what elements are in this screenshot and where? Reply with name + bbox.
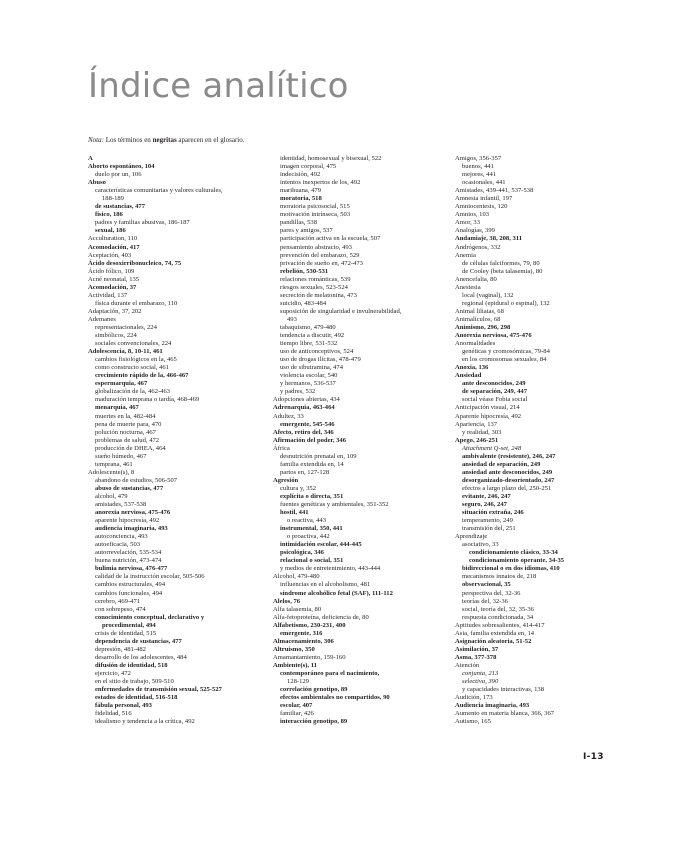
index-entry: Aptitudes sobresalientes, 414-417 <box>455 621 545 629</box>
index-entry: Adopciones abiertas, 434 <box>273 396 340 404</box>
index-entry: Acné neonatal, 135 <box>88 275 140 283</box>
index-entry: abuso de sustancias, 477 <box>95 484 164 492</box>
index-entry: secreción de melatonina, 473 <box>280 291 357 299</box>
index-entry: emergente, 316 <box>280 629 323 637</box>
index-entry: conocimiento conceptual, declarativo y <box>95 613 205 621</box>
index-entry: Adaptación, 37, 202 <box>88 307 142 315</box>
index-entry: muertes en la, 482-484 <box>95 412 156 420</box>
index-entry: crisis de identidad, 515 <box>95 629 157 637</box>
index-entry: Alfabetismo, 230-231, 400 <box>273 621 346 629</box>
index-entry: desarrollo de los adolescentes, 484 <box>95 653 187 661</box>
index-entry: Anticipación visual, 214 <box>455 404 520 412</box>
index-entry: Asignación aleatoria, 51-52 <box>455 637 532 645</box>
index-entry: duelo por un, 106 <box>95 171 142 179</box>
index-entry: desnutrición prenatal en, 109 <box>280 452 357 460</box>
index-entry: influencias en el alcoholismo, 481 <box>280 581 371 589</box>
index-entry: explícita o directa, 351 <box>280 492 344 500</box>
index-column-3 <box>455 155 633 726</box>
index-entry: cerebro, 469-471 <box>95 597 141 605</box>
index-entry: interacción genotipo, 89 <box>280 718 348 726</box>
index-entry: bidireccional o en dos idiomas, 410 <box>462 565 560 573</box>
index-entry: 128-129 <box>287 678 309 686</box>
index-entry: social véase Fobia social <box>462 396 528 404</box>
index-entry: Ácido desoxirribonucleico, 74, 75 <box>88 259 182 267</box>
index-entry: con sobrepeso, 474 <box>95 605 146 613</box>
index-entry: problemas de salud, 472 <box>95 436 160 444</box>
index-entry: Audición, 173 <box>455 694 493 702</box>
index-entry: Aprendizaje <box>455 533 488 541</box>
index-entry: autorrevelación, 535-534 <box>95 549 162 557</box>
index-entry: rebelión, 530-531 <box>280 267 329 275</box>
index-entry: Acculturation, 110 <box>88 235 138 243</box>
index-entry: pena de muerte para, 470 <box>95 420 162 428</box>
index-entry: Acomodación, 417 <box>88 243 140 251</box>
index-entry: social, teoría del, 32, 35-36 <box>462 605 534 613</box>
index-column-1 <box>88 155 266 726</box>
index-entry: buenos, 441 <box>462 163 494 171</box>
index-entry: moratoria, 518 <box>280 195 322 203</box>
index-entry: situación extraña, 246 <box>462 509 524 517</box>
index-entry: Amamantamiento, 159-160 <box>273 653 346 661</box>
index-entry: suposición de singularidad e invulnerabilidad, <box>280 307 402 315</box>
index-entry: de células falciformes, 79, 80 <box>462 259 540 267</box>
index-entry: relaciones románticas, 539 <box>280 275 351 283</box>
index-entry: Abuso <box>88 179 106 187</box>
index-entry: anorexia nerviosa, 475-476 <box>95 509 171 517</box>
index-entry: pares y amigos, 537 <box>280 227 333 235</box>
index-entry: Adrenarquia, 463-464 <box>273 404 335 412</box>
index-letter-heading: A <box>88 155 93 162</box>
index-entry: Anorexia nerviosa, 475-476 <box>455 332 532 340</box>
index-entry: Alfa-fetoproteína, deficiencia de, 80 <box>273 613 369 621</box>
index-entry: pensamiento abstracto, 493 <box>280 243 352 251</box>
index-entry: suicidio, 483-484 <box>280 299 327 307</box>
index-entry: amistades, 537-538 <box>95 501 147 509</box>
index-entry: Asma, 377-378 <box>455 653 497 661</box>
index-entry: respuesta condicionada, 34 <box>462 613 534 621</box>
index-entry: depresión, 481-482 <box>95 645 146 653</box>
index-entry: Attachment Q-set, 248 <box>462 444 522 452</box>
index-entry: Anencefalia, 80 <box>455 275 497 283</box>
index-entry: Amnesia infantil, 197 <box>455 195 513 203</box>
index-entry: padres y familias abusivas, 186-187 <box>95 219 190 227</box>
index-entry: psicológica, 346 <box>280 549 324 557</box>
index-entry: como constructo social, 461 <box>95 364 169 372</box>
index-entry: 188-189 <box>102 195 124 203</box>
index-entry: uso de drogas ilícitas, 478-479 <box>280 356 361 364</box>
index-entry: transmisión del, 251 <box>462 525 516 533</box>
index-entry: mecanismos innatos de, 218 <box>462 573 537 581</box>
note-text-after: aparecen en el glosario. <box>176 136 245 144</box>
index-entry: cultura y, 352 <box>280 484 317 492</box>
index-entry: participación activa en la escuela, 507 <box>280 235 381 243</box>
index-entry: en los cromosomas sexuales, 84 <box>462 356 547 364</box>
index-entry: simbólicos, 224 <box>95 332 137 340</box>
index-entry: selectiva, 390 <box>462 678 499 686</box>
index-entry: uso de sibutramina, 474 <box>280 364 343 372</box>
index-entry: fuentes genéticas y ambientales, 351-352 <box>280 501 389 509</box>
index-entry: fidelidad, 516 <box>95 710 132 718</box>
index-entry: genéticas y cromosómicas, 79-84 <box>462 348 550 356</box>
index-entry: local (vaginal), 132 <box>462 291 514 299</box>
index-entry: familia extendida en, 14 <box>280 460 344 468</box>
index-entry: Aumento en materia blanca, 366, 367 <box>455 710 555 718</box>
index-entry: abandono de estudios, 506-507 <box>95 476 178 484</box>
index-entry: partos en, 127-128 <box>280 468 330 476</box>
index-entry: ansiedad ante desconocidos, 249 <box>462 468 553 476</box>
index-entry: síndrome alcohólico fetal (SAF), 111-112 <box>280 589 393 597</box>
index-entry: aparente hipocresía, 492 <box>95 517 160 525</box>
index-entry: 493 <box>287 315 297 323</box>
index-entry: contemporáneo para el nacimiento, <box>280 670 380 677</box>
index-entry: intimidación escolar, 444-445 <box>280 541 362 549</box>
index-entry: Adultez, 33 <box>273 412 304 420</box>
index-entry: Andrógenos, 332 <box>455 243 501 251</box>
index-entry: Aceptación, 403 <box>88 251 132 259</box>
index-entry: mejores, 441 <box>462 171 497 179</box>
index-entry: en el sitio de trabajo, 509-510 <box>95 678 174 686</box>
index-entry: alcohol, 479 <box>95 492 128 500</box>
index-entry: características comunitarias y valores culturales, <box>95 187 223 195</box>
index-entry: Analogías, 399 <box>455 227 495 235</box>
index-entry: efectos ambientales no compartidos, 90 <box>280 694 390 702</box>
index-entry: enfermedades de transmisión sexual, 525-527 <box>95 686 222 694</box>
index-entry: o proactiva, 442 <box>287 533 330 541</box>
index-entry: Ademanes <box>88 315 116 323</box>
index-entry: Actividad, 137 <box>88 291 128 299</box>
index-entry: audiencia imaginaria, 493 <box>95 525 168 533</box>
index-entry: condicionamiento clásico, 33-34 <box>469 549 558 557</box>
index-entry: físico, 186 <box>95 211 123 219</box>
index-entry: crecimiento rápido de la, 466-467 <box>95 372 189 380</box>
index-entry: o reactiva, 443 <box>287 517 326 525</box>
index-entry: Amniocentesis, 120 <box>455 203 508 211</box>
index-entry: sociales convencionales, 224 <box>95 340 172 348</box>
index-entry: ocasionales, 441 <box>462 179 506 187</box>
index-column-2 <box>273 155 451 726</box>
index-entry: riesgos sexuales, 523-524 <box>280 283 348 291</box>
index-entry: condicionamiento operante, 34-35 <box>469 557 565 565</box>
index-entry: prevención del embarazo, 529 <box>280 251 360 259</box>
index-entry: pandillas, 538 <box>280 219 317 227</box>
index-entry: Ansiedad <box>455 372 482 380</box>
index-entry: emergente, 545-546 <box>280 420 335 428</box>
page-title: Índice analítico <box>88 66 349 106</box>
index-entry: Apego, 246-251 <box>455 436 499 444</box>
index-entry: África <box>273 444 290 452</box>
index-entry: y realidad, 303 <box>462 428 502 436</box>
index-entry: familiar, 426 <box>280 710 314 718</box>
index-entry: física durante el embarazo, 110 <box>95 299 178 307</box>
index-entry: Amnios, 103 <box>455 211 490 219</box>
index-entry: buena nutrición, 473-474 <box>95 557 162 565</box>
index-entry: Anemia <box>455 251 476 259</box>
index-entry: espermarquia, 467 <box>95 380 148 388</box>
glossary-note <box>88 136 588 145</box>
index-entry: Almacenamiento, 306 <box>273 637 334 645</box>
index-entry: tabaquismo, 479-480 <box>280 323 336 331</box>
index-entry: Anestesia <box>455 283 481 291</box>
index-entry: idealismo y tendencia a la crítica, 492 <box>95 718 195 726</box>
index-entry: cambios estructurales, 494 <box>95 581 166 589</box>
index-entry: efectos a largo plazo del, 250-251 <box>462 484 552 492</box>
index-entry: y padres, 532 <box>280 388 316 396</box>
index-entry: teorías del, 32-36 <box>462 597 508 605</box>
index-entry: Amigos, 356-357 <box>455 155 502 162</box>
index-entry: Ambiente(s), 11 <box>273 661 317 669</box>
index-entry: seguro, 246, 247 <box>462 501 507 509</box>
index-entry: Afecto, retiro del, 346 <box>273 428 334 436</box>
index-entry: hostil, 441 <box>280 509 309 517</box>
index-entry: regional (epidural o espinal), 132 <box>462 299 550 307</box>
index-entry: procedimental, 494 <box>102 621 156 629</box>
index-entry: Altruismo, 350 <box>273 645 315 653</box>
index-entry: ante desconocidos, 249 <box>462 380 526 388</box>
index-entry: desorganizado-desorientado, 247 <box>462 476 555 484</box>
index-entry: indecisión, 492 <box>280 171 321 179</box>
index-entry: ejercicio, 472 <box>95 670 131 677</box>
index-entry: violencia escolar, 540 <box>280 372 338 380</box>
index-entry: Audiencia imaginaria, 493 <box>455 702 530 710</box>
index-entry: temprana, 461 <box>95 460 133 468</box>
index-entry: de separación, 249, 447 <box>462 388 528 396</box>
index-entry: autoeficacia, 503 <box>95 541 141 549</box>
index-entry: y medios de entretenimiento, 443-444 <box>280 565 381 573</box>
index-entry: calidad de la instrucción escolar, 505-506 <box>95 573 205 581</box>
index-entry: ansiedad de separación, 249 <box>462 460 541 468</box>
index-entry: y hermanos, 536-537 <box>280 380 336 388</box>
index-entry: Ácido fólico, 109 <box>88 267 135 275</box>
index-entry: difusión de identidad, 518 <box>95 661 168 669</box>
index-entry: producción de DHEA, 464 <box>95 444 166 452</box>
index-entry: Amor, 33 <box>455 219 481 227</box>
index-entry: de Cooley (beta talasemia), 80 <box>462 267 543 275</box>
index-entry: maduración temprana o tardía, 468-469 <box>95 396 200 404</box>
index-entry: cambios fisiológicos en la, 465 <box>95 356 177 364</box>
index-entry: Anoxia, 136 <box>455 364 489 372</box>
index-entry: temperamento, 249 <box>462 517 513 525</box>
index-entry: marihuana, 479 <box>280 187 322 195</box>
index-entry: Adolescencia, 8, 10-11, 461 <box>88 348 163 356</box>
index-entry: Aborto espontáneo, 104 <box>88 163 155 171</box>
page-number: I-13 <box>583 752 604 762</box>
index-entry: Andamiaje, 38, 208, 311 <box>455 235 523 243</box>
index-entry: tiempo libre, 531-532 <box>280 340 338 348</box>
index-entry: Animismo, 296, 298 <box>455 323 511 331</box>
index-entry: instrumental, 350, 441 <box>280 525 343 533</box>
index-entry: autoconciencia, 493 <box>95 533 148 541</box>
index-entry: Atención <box>455 661 480 669</box>
index-entry: relacional o social, 351 <box>280 557 344 565</box>
index-entry: identidad, homosexual y bisexual, 522 <box>280 155 382 162</box>
index-entry: correlación genotipo, 89 <box>280 686 348 694</box>
index-entry: conjunta, 213 <box>462 670 499 677</box>
index-entry: sexual, 186 <box>95 227 126 235</box>
index-entry: Autismo, 165 <box>455 718 491 726</box>
index-entry: imagen corporal, 475 <box>280 163 337 171</box>
index-entry: Asimilación, 37 <box>455 645 499 653</box>
index-entry: Apariencia, 137 <box>455 420 498 428</box>
index-entry: globalización de la, 462-463 <box>95 388 171 396</box>
index-entry: estados de identidad, 516-518 <box>95 694 178 702</box>
index-entry: Alelos, 76 <box>273 597 301 605</box>
index-entry: perspectiva del, 32-36 <box>462 589 521 597</box>
index-entry: cambios funcionales, 494 <box>95 589 163 597</box>
index-entry: Afirmación del poder, 346 <box>273 436 347 444</box>
index-entry: tendencia a discutir, 492 <box>280 332 345 340</box>
note-bold-word: negritas <box>152 136 177 144</box>
index-entry: escolar, 407 <box>280 702 313 710</box>
index-entry: asociativo, 33 <box>462 541 499 549</box>
index-entry: Anormalidades <box>455 340 496 348</box>
index-entry: observacional, 35 <box>462 581 511 589</box>
index-entry: Animalículos, 68 <box>455 315 501 323</box>
index-entry: Alfa talasemia, 80 <box>273 605 322 613</box>
index-entry: Acomodación, 37 <box>88 283 137 291</box>
index-entry: Aparente hipocresía, 492 <box>455 412 522 420</box>
index-entry: moratoria psicosocial, 515 <box>280 203 350 211</box>
index-entry: intentos inexpertos de los, 492 <box>280 179 361 187</box>
note-text-before: Los términos en <box>103 136 153 144</box>
note-label: Nota: <box>88 136 104 144</box>
index-entry: bulimia nerviosa, 476-477 <box>95 565 168 573</box>
index-entry: privación de sueño en, 472-473 <box>280 259 363 267</box>
index-entry: evitante, 246, 247 <box>462 492 511 500</box>
index-entry: ambivalente (resistente), 246, 247 <box>462 452 556 460</box>
index-entry: de sustancias, 477 <box>95 203 146 211</box>
index-entry: Adolescente(s), 8 <box>88 468 135 476</box>
index-entry: Animal liliatas, 68 <box>455 307 504 315</box>
index-entry: polución nocturna, 467 <box>95 428 156 436</box>
index-entry: fábula personal, 493 <box>95 702 152 710</box>
index-entry: representacionales, 224 <box>95 323 157 331</box>
index-entry: Agresión <box>273 476 299 484</box>
index-entry: y capacidades interactivas, 138 <box>462 686 545 694</box>
index-entry: dependencia de sustancias, 477 <box>95 637 182 645</box>
index-entry: Alcohol, 479-480 <box>273 573 320 581</box>
index-entry: Asia, familia extendida en, 14 <box>455 629 535 637</box>
index-entry: motivación intrínseca, 503 <box>280 211 351 219</box>
index-entry: uso de anticonceptivos, 524 <box>280 348 354 356</box>
index-entry: menarquia, 467 <box>95 404 139 412</box>
index-entry: Amistades, 439-441, 537-538 <box>455 187 534 195</box>
index-entry: sueño húmedo, 467 <box>95 452 147 460</box>
